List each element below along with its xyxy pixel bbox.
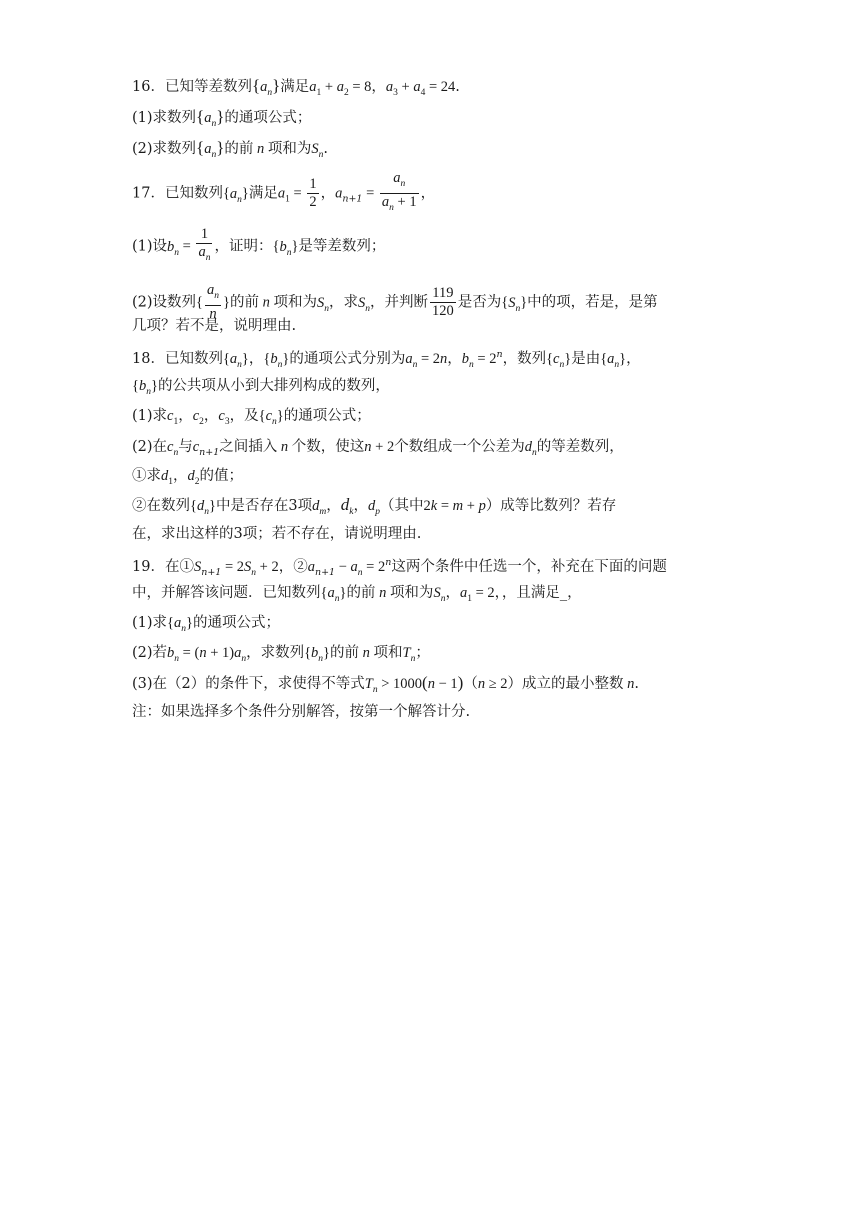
p19-q2: (2)若$b_n = (n + 1)a_n$，求数列$\{b_n\}$的前 n 项和$T_n$； [132,645,430,664]
p18-sub2-cont: 在，求出这样的3项；若不存在，请说明理由. [132,526,422,542]
p19-number: 19． [132,559,165,575]
answer-blank: _ [559,585,568,601]
p17-number: 17． [132,185,165,202]
p17-stem: 17．已知数列$\{a_n\}$满足$a_1$ = $\frac{1}{2}$ ，$a_{n+1}$ = $\frac{a_n}{a_n + 1}$ ， [132,170,436,213]
p18-sub1: ①求$d_1$，$d_2$的值； [132,468,243,487]
p16-q1: (1)求数列$\{a_n\}$的通项公式； [132,107,312,129]
p16-number: 16． [132,79,165,95]
p17-q2: (2)设数列{ $\frac{a_n}{n}$ }的前 n 项和为$S_n$，求$S_n$，并判断 $\frac{119}{120}$ 是否为$\{S_n\}$中的项，若是，是第 [132,282,658,322]
p16-q2: (2)求数列$\{a_n\}$的前 n 项和为$S_n$. [132,138,328,160]
p17-q2-cont: 几项？若不是，说明理由. [132,318,297,334]
p19-stem-cont: 中，并解答该问题．已知数列$\{a_n\}$的前 n 项和为$S_n$，$a_1 = 2$，，且满足_， [132,585,582,604]
p19-note: 注：如果选择多个条件分别解答，按第一个解答计分. [132,704,471,720]
p18-q2: (2)在$c_n$与$c_{n+1}$之间插入 n 个数，使这n + 2个数组成一个公差为$d_n$的等差数列， [132,439,624,458]
p19-stem: 19．在$①S_{n+1} = 2S_n + 2$，$②a_{n+1} - a_n = 2^n$这两个条件中任选一个，补充在下面的问题 [132,557,667,578]
p16-stem: 16．已知等差数列$\{a_n\}$满足$a_1 + a_2 = 8$，$a_3 + a_4 = 24$. [132,76,460,98]
p18-stem-cont: $\{b_n\}$的公共项从小到大排列构成的数列， [132,378,390,397]
p19-q1: (1)求$\{a_n\}$的通项公式； [132,615,280,634]
p19-q3: (3)在（2）的条件下，求使得不等式$T_n > 1000(n - 1)(n \ge 2)$成立的最小整数 n. [132,673,640,695]
p18-number: 18． [132,351,165,367]
p18-sub2: ②在数列$\{d_n\}$中是否存在3项$d_m$，$d_k$，$d_p$（其中2k = m + p）成等比数列？若存 [132,495,617,517]
p17-q1: (1)设$b_n$ = $\frac{1}{a_n}$ ，证明：$\{b_n\}$是等差数列； [132,226,386,263]
p18-stem: 18．已知数列$\{a_n\}$，$\{b_n\}$的通项公式分别为$a_n = 2n$，$b_n = 2^n$，数列$\{c_n\}$是由$\{a_n\}$， [132,349,641,370]
p18-q1: (1)求$c_1$，$c_2$，$c_3$，及$\{c_n\}$的通项公式； [132,408,371,427]
